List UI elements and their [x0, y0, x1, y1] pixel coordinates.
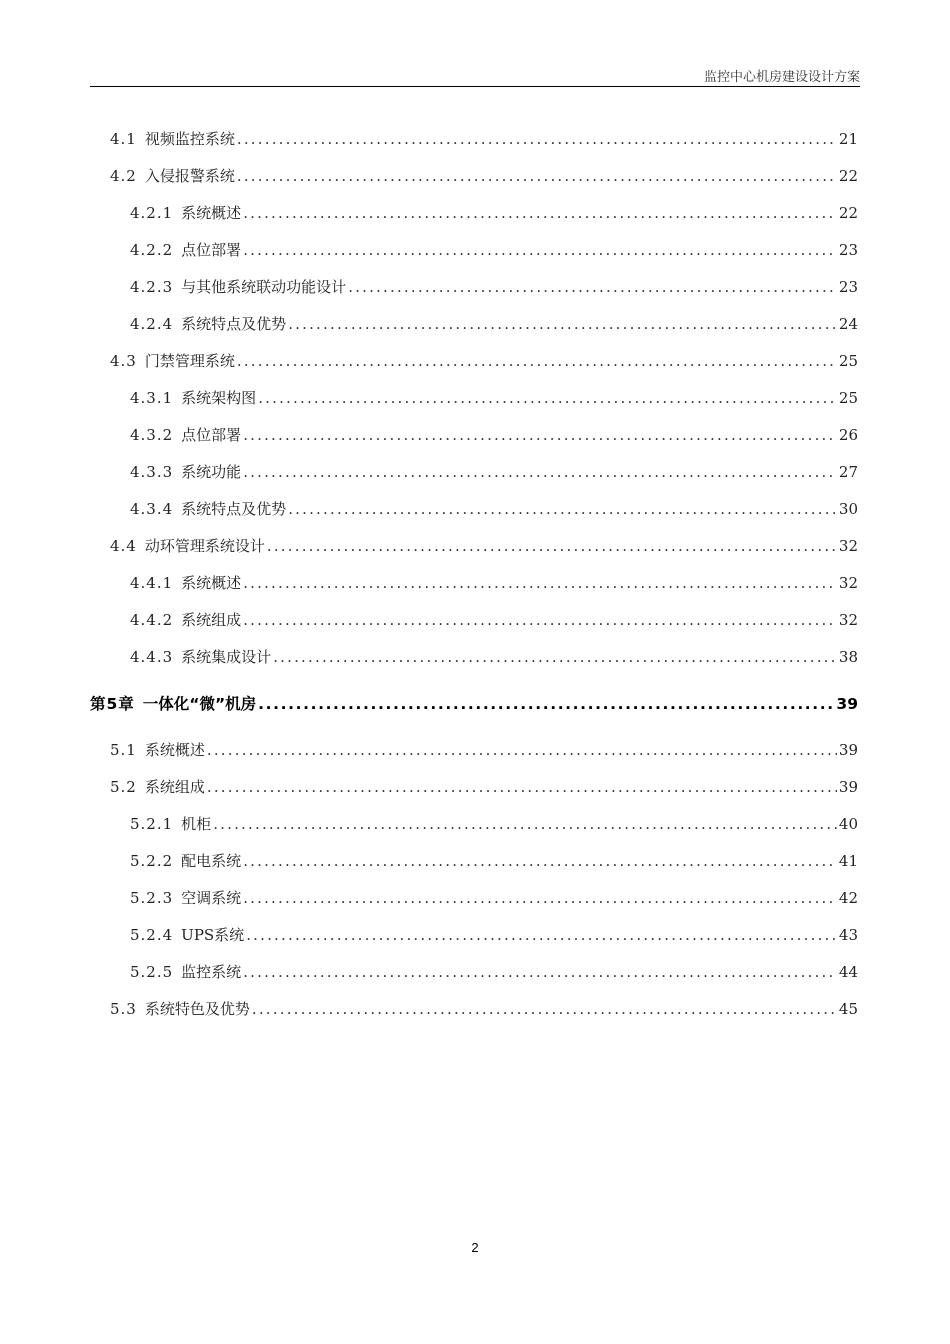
toc-entry-page: 30 — [838, 500, 858, 518]
toc-dot-leader — [288, 500, 837, 518]
toc-entry-page: 32 — [838, 574, 858, 592]
toc-entry-number: 第5章 — [90, 695, 135, 713]
toc-entry-title: UPS系统 — [181, 926, 245, 944]
toc-entry-number: 5.2.3 — [130, 889, 174, 907]
toc-entry[interactable] — [130, 424, 858, 448]
toc-dot-leader — [258, 389, 837, 407]
toc-dot-leader — [348, 278, 837, 296]
toc-entry-title: 一体化“微”机房 — [142, 695, 257, 713]
toc-entry-title: 视频监控系统 — [144, 130, 235, 148]
toc-dot-leader — [267, 537, 837, 555]
toc-entry-number: 5.2.1 — [130, 815, 174, 833]
toc-dot-leader — [273, 648, 837, 666]
toc-dot-leader — [243, 204, 837, 222]
toc-dot-leader — [213, 815, 837, 833]
toc-entry-page: 44 — [838, 963, 858, 981]
toc-entry-title: 动环管理系统设计 — [144, 537, 265, 555]
toc-entry-title: 与其他系统联动功能设计 — [181, 278, 347, 296]
toc-entry[interactable] — [130, 498, 858, 522]
toc-entry-number: 4.1 — [110, 130, 137, 148]
toc-entry[interactable] — [130, 239, 858, 263]
toc-entry-number: 5.3 — [110, 1000, 137, 1018]
toc-entry-title: 系统组成 — [181, 611, 242, 629]
toc-entry-title: 系统架构图 — [181, 389, 257, 407]
toc-entry-page: 42 — [838, 889, 858, 907]
toc-entry[interactable] — [130, 961, 858, 985]
toc-entry[interactable] — [130, 887, 858, 911]
toc-dot-leader — [243, 889, 837, 907]
toc-entry-page: 22 — [838, 167, 858, 185]
toc-entry-page: 25 — [838, 352, 858, 370]
toc-entry-number: 5.2.5 — [130, 963, 174, 981]
toc-dot-leader — [237, 130, 837, 148]
toc-entry-title: 系统概述 — [144, 741, 205, 759]
toc-entry-page: 39 — [838, 778, 858, 796]
toc-entry[interactable] — [110, 998, 858, 1022]
toc-entry-number: 4.2.3 — [130, 278, 174, 296]
toc-entry-number: 4.3 — [110, 352, 137, 370]
toc-entry[interactable] — [110, 535, 858, 559]
toc-entry-page: 39 — [836, 695, 858, 713]
toc-dot-leader — [288, 315, 837, 333]
toc-entry-page: 25 — [838, 389, 858, 407]
toc-entry-number: 4.2.4 — [130, 315, 174, 333]
page-header — [90, 64, 860, 87]
toc-entry-title: 机柜 — [181, 815, 212, 833]
toc-entry-page: 38 — [838, 648, 858, 666]
toc-entry[interactable] — [130, 461, 858, 485]
toc-entry-title: 系统特点及优势 — [181, 500, 287, 518]
toc-entry-number: 5.1 — [110, 741, 137, 759]
toc-entry-title: 门禁管理系统 — [144, 352, 235, 370]
toc-entry-page: 21 — [838, 130, 858, 148]
toc-entry-number: 4.3.2 — [130, 426, 174, 444]
toc-entry[interactable] — [130, 276, 858, 300]
toc-dot-leader — [243, 852, 837, 870]
toc-dot-leader — [243, 574, 837, 592]
toc-entry-title: 系统概述 — [181, 574, 242, 592]
toc-entry-number: 4.4.1 — [130, 574, 174, 592]
toc-entry-page: 41 — [838, 852, 858, 870]
toc-entry-number: 4.3.1 — [130, 389, 174, 407]
toc-entry-page: 23 — [838, 241, 858, 259]
toc-entry-number: 5.2 — [110, 778, 137, 796]
toc-entry-number: 4.2.2 — [130, 241, 174, 259]
toc-dot-leader — [243, 241, 837, 259]
toc-entry-title: 系统集成设计 — [181, 648, 272, 666]
toc-entry-page: 26 — [838, 426, 858, 444]
toc-dot-leader — [243, 426, 837, 444]
toc-entry[interactable] — [130, 202, 858, 226]
toc-entry-page: 22 — [838, 204, 858, 222]
toc-entry-title: 点位部署 — [181, 426, 242, 444]
toc-entry-number: 5.2.2 — [130, 852, 174, 870]
toc-entry-title: 空调系统 — [181, 889, 242, 907]
toc-dot-leader — [252, 1000, 837, 1018]
toc-entry-title: 配电系统 — [181, 852, 242, 870]
toc-entry[interactable] — [130, 387, 858, 411]
toc-entry-page: 24 — [838, 315, 858, 333]
toc-entry-title: 点位部署 — [181, 241, 242, 259]
toc-entry-page: 23 — [838, 278, 858, 296]
toc-entry-number: 4.2.1 — [130, 204, 174, 222]
page-number: 2 — [471, 1240, 479, 1255]
toc-entry[interactable] — [130, 813, 858, 837]
toc-dot-leader — [258, 695, 834, 713]
toc-dot-leader — [237, 352, 837, 370]
toc-entry-number: 4.3.4 — [130, 500, 174, 518]
toc-entry[interactable] — [110, 350, 858, 374]
toc-entry-title: 系统概述 — [181, 204, 242, 222]
toc-entry-title: 监控系统 — [181, 963, 242, 981]
toc-entry[interactable] — [130, 609, 858, 633]
toc-entry-page: 27 — [838, 463, 858, 481]
toc-entry-number: 4.4 — [110, 537, 137, 555]
toc-chapter-entry[interactable] — [90, 692, 858, 716]
toc-entry-number: 4.2 — [110, 167, 137, 185]
toc-entry-title: 系统特点及优势 — [181, 315, 287, 333]
toc-entry-number: 4.3.3 — [130, 463, 174, 481]
toc-entry[interactable] — [130, 924, 858, 948]
toc-entry[interactable] — [130, 572, 858, 596]
toc-entry-title: 系统功能 — [181, 463, 242, 481]
toc-dot-leader — [246, 926, 837, 944]
toc-dot-leader — [237, 167, 837, 185]
toc-entry-title: 系统特色及优势 — [144, 1000, 250, 1018]
toc-entry-page: 45 — [838, 1000, 858, 1018]
toc-entry-title: 系统组成 — [144, 778, 205, 796]
toc-entry-page: 32 — [838, 537, 858, 555]
toc-entry[interactable] — [110, 739, 858, 763]
toc-entry-number: 4.4.3 — [130, 648, 174, 666]
toc-entry-page: 43 — [838, 926, 858, 944]
toc-dot-leader — [207, 778, 837, 796]
toc-entry-page: 32 — [838, 611, 858, 629]
toc-dot-leader — [243, 611, 837, 629]
toc-dot-leader — [243, 963, 837, 981]
toc-dot-leader — [243, 463, 837, 481]
toc-entry-number: 5.2.4 — [130, 926, 174, 944]
toc-entry-page: 40 — [838, 815, 858, 833]
toc-entry-number: 4.4.2 — [130, 611, 174, 629]
toc-entry-page: 39 — [838, 741, 858, 759]
toc-entry[interactable] — [110, 165, 858, 189]
toc-entry[interactable] — [130, 313, 858, 337]
toc-entry[interactable] — [110, 776, 858, 800]
toc-entry-title: 入侵报警系统 — [144, 167, 235, 185]
header-title: 监控中心机房建设设计方案 — [703, 70, 860, 85]
toc-entry[interactable] — [130, 646, 858, 670]
toc-dot-leader — [207, 741, 837, 759]
toc-entry[interactable] — [130, 850, 858, 874]
toc-entry[interactable] — [110, 128, 858, 152]
